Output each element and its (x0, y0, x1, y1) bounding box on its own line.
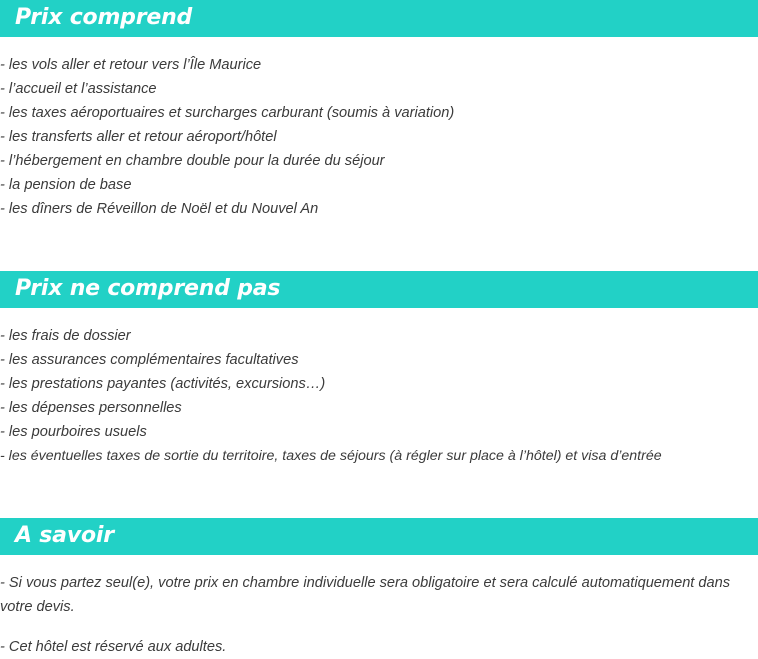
list-item: - les dépenses personnelles (0, 400, 182, 416)
good-to-know-paragraph: - Cet hôtel est réservé aux adultes. (0, 639, 227, 655)
good-to-know-section-title: A savoir (15, 523, 114, 548)
good-to-know-paragraph: - Si vous partez seul(e), votre prix en chambre individuelle sera obligatoire et sera calculé automatiquement dans votre devis. (0, 575, 731, 615)
not-included-section-title: Prix ne comprend pas (15, 276, 281, 301)
list-item: - les prestations payantes (activités, excursions…) (0, 376, 326, 392)
list-item: - la pension de base (0, 177, 132, 193)
not-included-section-header (0, 271, 758, 308)
list-item: - les transferts aller et retour aéroport/hôtel (0, 129, 277, 145)
list-item: - l’accueil et l’assistance (0, 81, 157, 97)
included-section-title: Prix comprend (15, 5, 193, 30)
list-item: - les taxes aéroportuaires et surcharges carburant (soumis à variation) (0, 105, 455, 121)
list-item: - les assurances complémentaires facultatives (0, 352, 299, 368)
good-to-know-section-header (0, 518, 758, 555)
list-item: - les pourboires usuels (0, 424, 147, 440)
list-item: - l’hébergement en chambre double pour la durée du séjour (0, 153, 385, 169)
list-item: - les vols aller et retour vers l’Île Maurice (0, 57, 262, 73)
included-section-header (0, 0, 758, 37)
not-included-list (0, 324, 758, 468)
list-item: - les dîners de Réveillon de Noël et du Nouvel An (0, 201, 319, 217)
list-item: - les éventuelles taxes de sortie du territoire, taxes de séjours (à régler sur place à l’hôtel) et visa d’entrée (0, 448, 662, 464)
list-item: - les frais de dossier (0, 328, 131, 344)
included-list (0, 53, 758, 221)
